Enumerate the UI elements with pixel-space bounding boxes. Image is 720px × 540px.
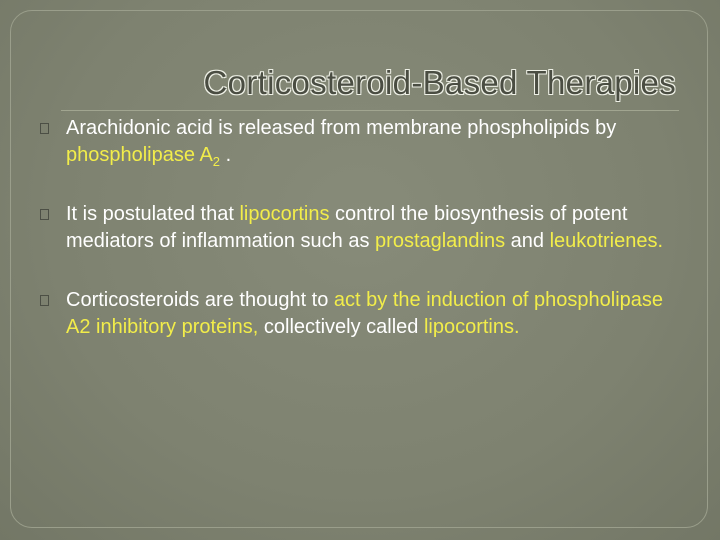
square-bullet-icon bbox=[40, 295, 49, 306]
bullet-item bbox=[40, 115, 680, 169]
square-bullet-icon bbox=[40, 123, 49, 134]
bullet-text-segment: control the biosynthesis of potent mediators of inflammation such as bbox=[66, 203, 628, 252]
subscript-text: 2 bbox=[212, 154, 221, 169]
highlighted-term: leukotrienes. bbox=[549, 230, 664, 252]
highlighted-term: prostaglandins bbox=[375, 230, 506, 252]
highlighted-term: lipocortins. bbox=[423, 316, 520, 338]
bullet-item bbox=[40, 287, 680, 341]
bullet-text-segment: Arachidonic acid is released from membrane phospholipids by bbox=[66, 117, 617, 139]
slide-title: Corticosteroid-Based Therapies bbox=[203, 64, 676, 101]
bullet-text-segment: It is postulated that bbox=[66, 203, 240, 225]
bullet-text-segment: . bbox=[220, 144, 232, 166]
highlighted-term: lipocortins bbox=[239, 203, 330, 225]
bullet-list bbox=[40, 115, 680, 341]
square-bullet-icon bbox=[40, 209, 49, 220]
bullet-item bbox=[40, 201, 680, 255]
highlighted-term: phospholipase A bbox=[66, 144, 213, 166]
title-divider bbox=[61, 110, 679, 111]
bullet-text-segment: collectively called bbox=[258, 316, 424, 338]
bullet-text-segment: Corticosteroids are thought to bbox=[66, 289, 334, 311]
highlighted-term: act by the induction of phospholipase A2 inhibitory proteins, bbox=[66, 289, 664, 338]
bullet-text-segment: and bbox=[505, 230, 550, 252]
